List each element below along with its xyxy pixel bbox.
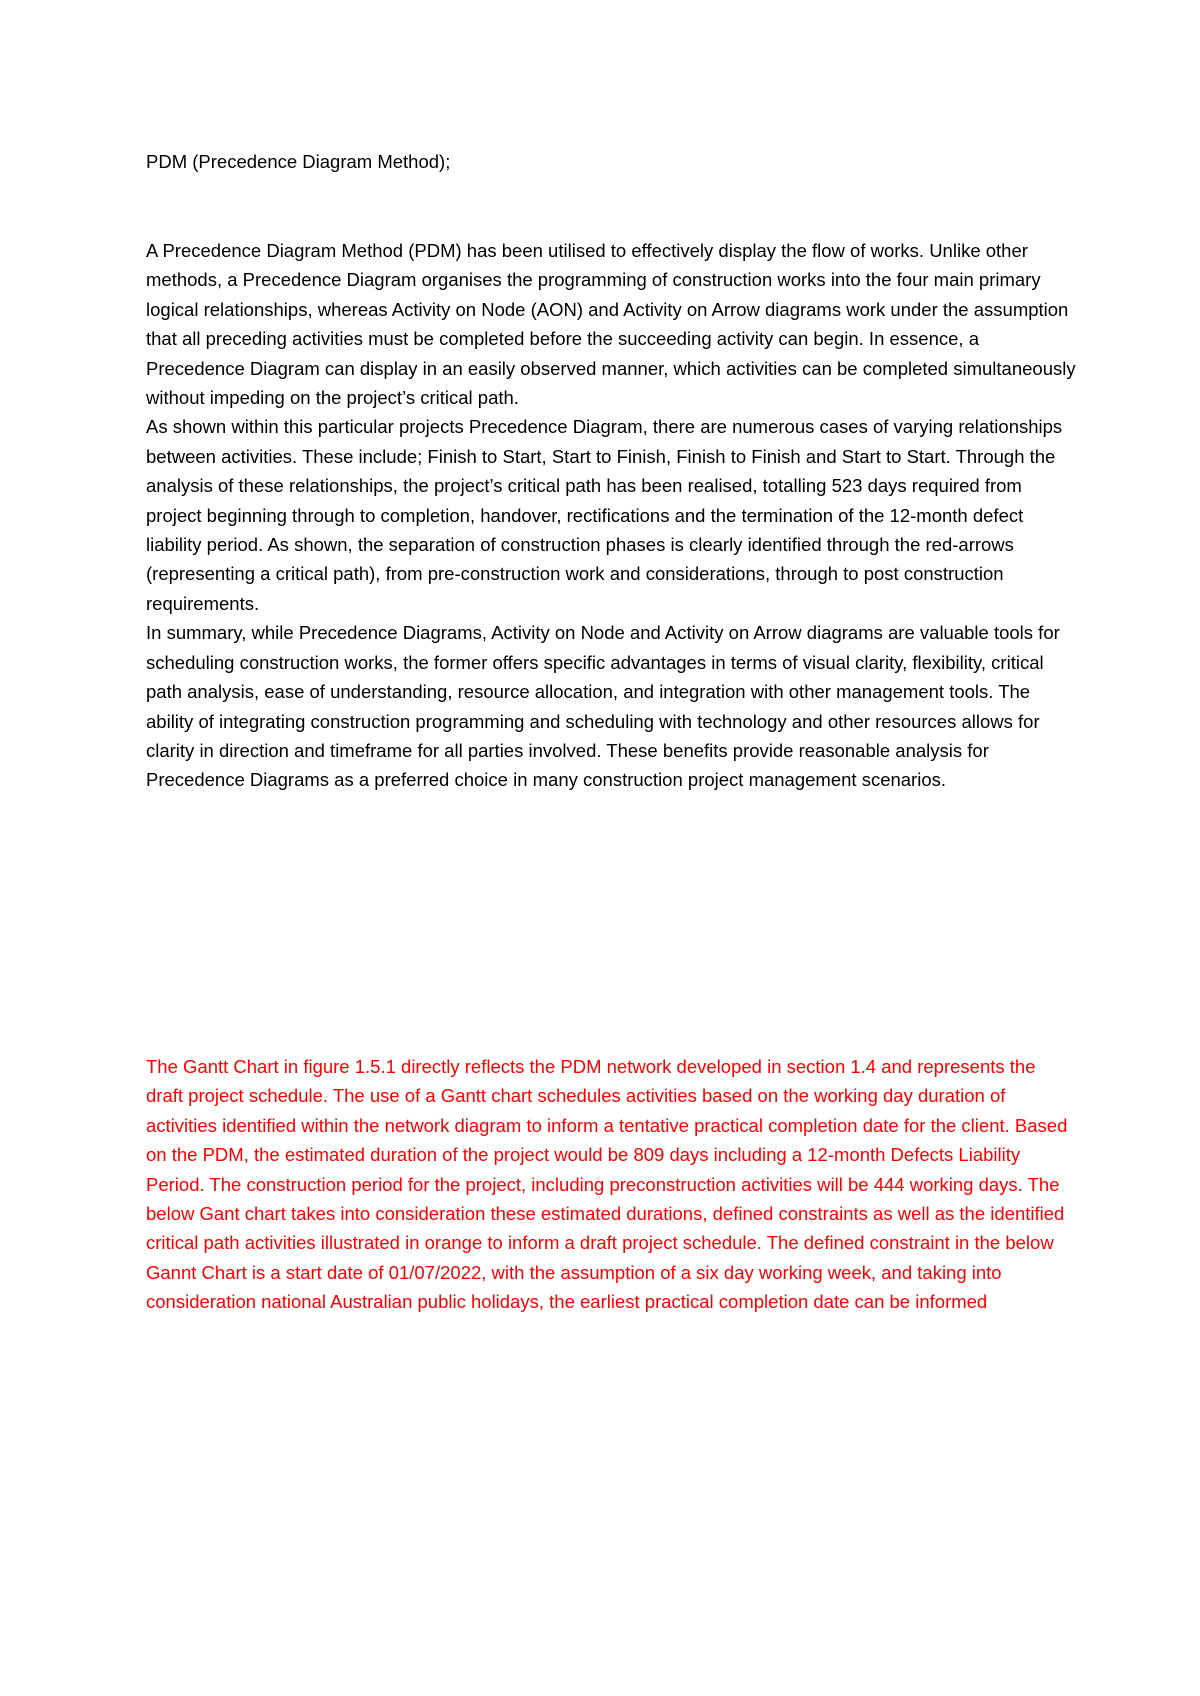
body-text-block [146,236,1076,795]
gantt-chart-paragraph: The Gantt Chart in figure 1.5.1 directly reflects the PDM network developed in section 1.4 and represents the draft project schedule. The use of a Gantt chart schedules activities based on the working day duration of activities identified within the network diagram to inform a tentative practical completion date for the client. Based on the PDM, the estimated duration of the project would be 809 days including a 12-month Defects Liability Period. The construction period for the project, including preconstruction activities will be 444 working days. The below Gant chart takes into consideration these estimated durations, defined constraints as well as the identified critical path activities illustrated in orange to inform a draft project schedule. The defined constraint in the below Gannt Chart is a start date of 01/07/2022, with the assumption of a six day working week, and taking into consideration national Australian public holidays, the earliest practical completion date can be informed [146,1056,1068,1313]
paragraph-relationships: As shown within this particular projects Precedence Diagram, there are numerous cases of varying relationships between activities. These include; Finish to Start, Start to Finish, Finish to Finish and Start to Start. Through the analysis of these relationships, the project’s critical path has been realised, totalling 523 days required from project beginning through to completion, handover, rectifications and the termination of the 12-month defect liability period. As shown, the separation of construction phases is clearly identified through the red-arrows (representing a critical path), from pre-construction work and considerations, through to post construction requirements. [146,416,1063,614]
paragraph-pdm-intro: A Precedence Diagram Method (PDM) has been utilised to effectively display the flow of works. Unlike other methods, a Precedence Diagram organises the programming of construction works into the four main primary logical relationships, whereas Activity on Node (AON) and Activity on Arrow diagrams work under the assumption that all preceding activities must be completed before the succeeding activity can begin. In essence, a Precedence Diagram can display in an easily observed manner, which activities can be completed simultaneously without impeding on the project’s critical path. [146,240,1076,409]
paragraph-summary: In summary, while Precedence Diagrams, Activity on Node and Activity on Arrow diagrams are valuable tools for scheduling construction works, the former offers specific advantages in terms of visual clarity, flexibility, critical path analysis, ease of understanding, resource allocation, and integration with other management tools. The ability of integrating construction programming and scheduling with technology and other resources allows for clarity in direction and timeframe for all parties involved. These benefits provide reasonable analysis for Precedence Diagrams as a preferred choice in many construction project management scenarios. [146,622,1060,791]
document-heading: PDM (Precedence Diagram Method); [146,151,451,172]
